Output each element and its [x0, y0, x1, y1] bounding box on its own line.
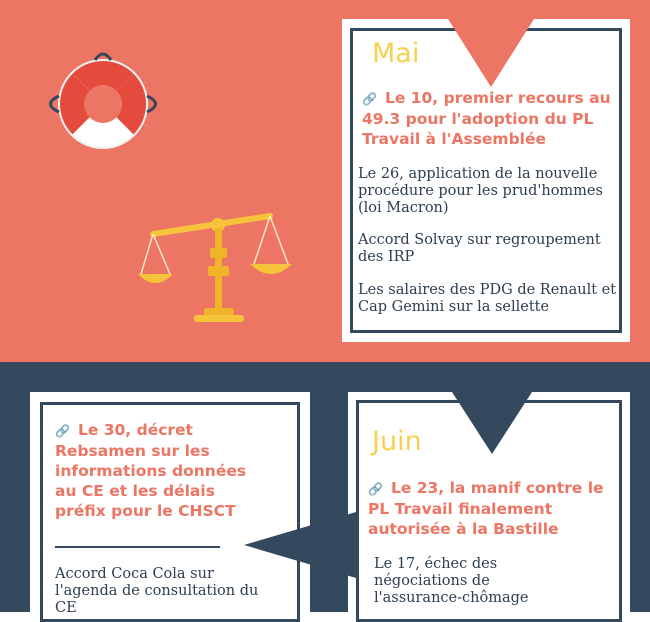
- mai-event-2: Accord Solvay sur regroupement des IRP: [358, 232, 601, 265]
- link-icon: 🔗: [55, 424, 70, 438]
- arrow-down-icon: [448, 19, 534, 89]
- juin-title: Juin: [372, 426, 422, 457]
- decret-divider: [55, 546, 220, 548]
- juin-headline-text: Le 23, la manif contre le PL Travail finalement autorisée à la Bastille: [368, 479, 604, 538]
- mai-headline: [362, 88, 622, 149]
- arrow-down-icon: [452, 392, 532, 456]
- link-icon: 🔗: [368, 482, 383, 496]
- lifebuoy-icon: [38, 44, 168, 164]
- mai-title: Mai: [372, 38, 420, 69]
- decret-headline-text: Le 30, décret Rebsamen sur les informations données au CE et les délais préfix pour le CHSCT: [55, 421, 247, 520]
- mai-event-1: Le 26, application de la nouvelle procédure pour les prud'hommes (loi Macron): [358, 166, 603, 216]
- scales-icon: [138, 208, 298, 328]
- juin-headline: [368, 478, 620, 539]
- juin-event-1: Le 17, échec des négociations de l'assurance-chômage: [374, 556, 529, 606]
- decret-headline: [55, 420, 255, 521]
- mai-event-3: Les salaires des PDG de Renault et Cap Gemini sur la sellette: [358, 282, 617, 315]
- link-icon: 🔗: [362, 92, 377, 106]
- arrow-left-icon: [244, 512, 356, 578]
- decret-event-1: Accord Coca Cola sur l'agenda de consultation du CE: [55, 566, 259, 616]
- mai-headline-text: Le 10, premier recours au 49.3 pour l'adoption du PL Travail à l'Assemblée: [362, 89, 611, 148]
